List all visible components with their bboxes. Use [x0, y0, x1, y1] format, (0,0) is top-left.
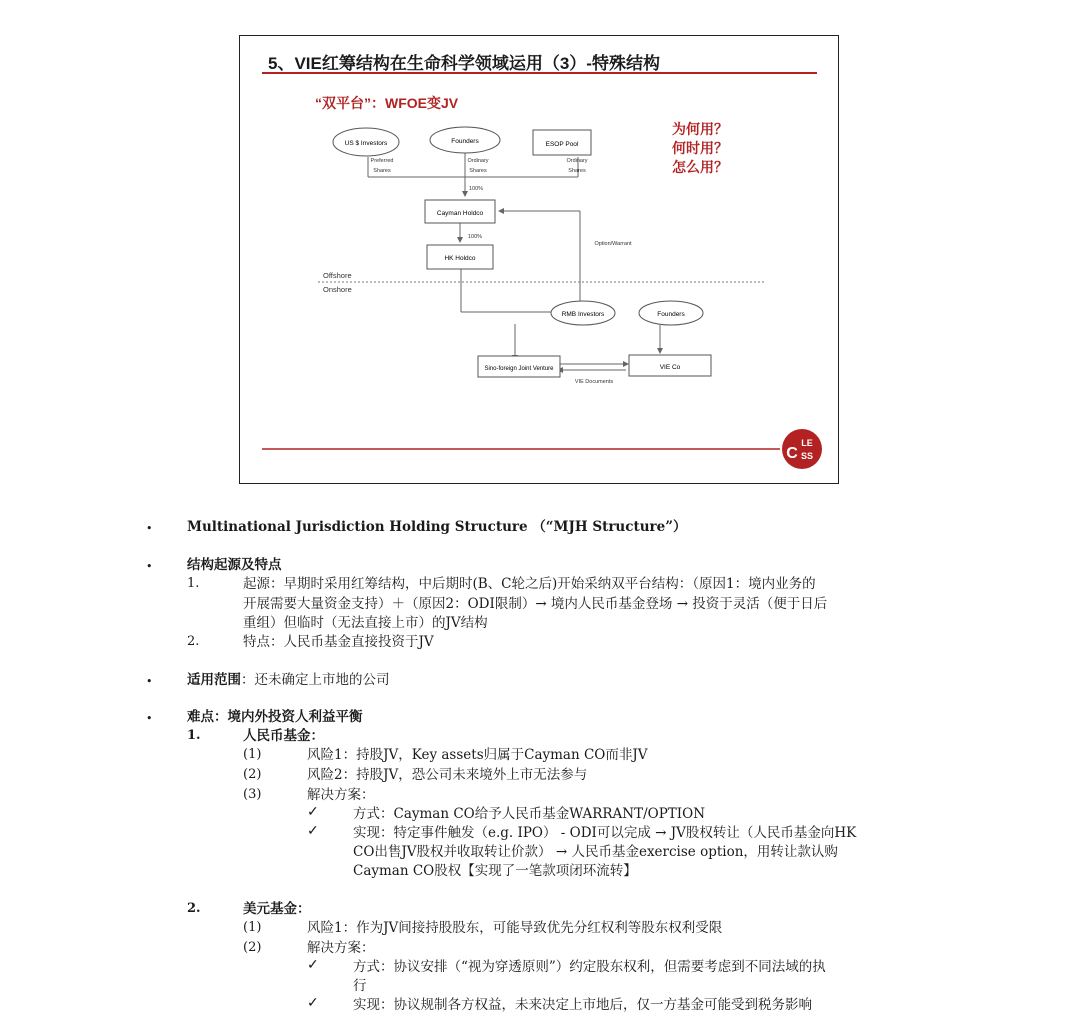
check-icon: ✓	[307, 995, 319, 1011]
node-vie-co-label: VIE Co	[659, 364, 681, 371]
question-2: 何时用？	[672, 140, 728, 156]
mjh-heading: Multinational Jurisdiction Holding Structure （“MJH Structure”）	[187, 519, 687, 535]
bullet-dot: •	[146, 712, 153, 725]
list-num: 2.	[187, 634, 200, 649]
label-vie-documents: VIE Documents	[574, 379, 614, 385]
rmb-impl-3: Cayman CO股权【实现了一笔款项闭环流转】	[353, 863, 637, 879]
item-num: (1)	[243, 920, 262, 935]
usd-fund-title: 美元基金：	[243, 901, 311, 917]
origin-line-3: 重组）但临时（无法直接上市）的JV结构	[243, 615, 488, 631]
node-jv-label: Sino-foreign Joint Venture	[484, 366, 554, 372]
node-hk-label: HK Holdco	[444, 255, 476, 262]
list-num: 1.	[187, 576, 200, 591]
question-3: 怎么用？	[672, 159, 728, 175]
label-offshore: Offshore	[323, 271, 352, 280]
node-cayman-label: Cayman Holdco	[436, 210, 484, 217]
label-option-warrant: Option/Warrant	[594, 241, 632, 247]
label-ordinary-b: Ordinary	[566, 158, 588, 164]
label-preferred: Preferred	[370, 158, 394, 164]
node-founders-bottom-label: Founders	[657, 311, 685, 318]
usd-risk-1: 风险1：作为JV间接持股股东，可能导致优先分红权利等股东权利受限	[307, 920, 723, 936]
bullet-dot: •	[146, 522, 153, 535]
label-ordinary-a: Ordinary	[467, 158, 489, 164]
bullet-dot: •	[146, 675, 153, 688]
logo-ss: SS	[800, 451, 814, 461]
node-us-investors-label: US $ Investors	[344, 140, 388, 147]
question-1: 为何用？	[672, 121, 728, 137]
origin-line-2: 开展需要大量资金支持）＋（原因2：ODI限制）→ 境内人民币基金登场 → 投资于灵活（便于日后	[243, 596, 828, 612]
check-icon: ✓	[307, 804, 319, 820]
rmb-risk-1: 风险1：持股JV，Key assets归属于Cayman CO而非JV	[307, 747, 648, 763]
bullet-dot: •	[146, 560, 153, 573]
rmb-risk-2: 风险2：持股JV，恐公司未来境外上市无法参与	[307, 767, 588, 783]
usd-method-1: 方式：协议安排（“视为穿透原则”）约定股东权利，但需要考虑到不同法域的执	[353, 959, 826, 975]
node-founders-top-label: Founders	[451, 138, 479, 145]
rmb-solution: 解决方案：	[307, 787, 375, 803]
label-ordinary-a-shares: Shares	[469, 168, 487, 174]
logo-c: C	[786, 445, 798, 462]
section-num: 1.	[187, 728, 201, 743]
scope-text: ：还未确定上市地的公司	[241, 672, 390, 688]
item-num: (3)	[243, 787, 262, 802]
usd-solution: 解决方案：	[307, 940, 375, 956]
node-esop-pool-label: ESOP Pool	[545, 141, 579, 148]
label-ordinary-b-shares: Shares	[568, 168, 586, 174]
node-rmb-label: RMB Investors	[561, 311, 605, 318]
section-num: 2.	[187, 901, 201, 916]
origin-heading: 结构起源及特点	[187, 557, 282, 573]
slide-subtitle: “双平台”：WFOE变JV	[315, 95, 459, 111]
label-pct-1: 100%	[468, 186, 484, 192]
label-preferred-shares: Shares	[373, 168, 391, 174]
logo-le: LE	[801, 438, 813, 448]
slide-title: 5、VIE红筹结构在生命科学领域运用（3）-特殊结构	[268, 54, 660, 73]
label-onshore: Onshore	[323, 285, 352, 294]
origin-line-1: 起源：早期时采用红筹结构，中后期时(B、C轮之后)开始采纳双平台结构：（原因1：境内业务的	[243, 576, 816, 592]
usd-method-2: 行	[353, 978, 367, 994]
check-icon: ✓	[307, 957, 319, 973]
feature-line: 特点：人民币基金直接投资于JV	[243, 634, 434, 650]
label-pct-2: 100%	[467, 234, 483, 240]
rmb-impl-2: CO出售JV股权并收取转让价款） → 人民币基金exercise option，用转让款认购	[353, 844, 838, 860]
rmb-method: 方式：Cayman CO给予人民币基金WARRANT/OPTION	[353, 806, 706, 822]
difficulty-heading: 难点：境内外投资人利益平衡	[187, 709, 363, 725]
check-icon: ✓	[307, 823, 319, 839]
item-num: (1)	[243, 747, 262, 762]
scope-line	[187, 671, 390, 690]
usd-impl: 实现：协议规制各方权益，未来决定上市地后，仅一方基金可能受到税务影响	[353, 997, 812, 1013]
rmb-fund-title: 人民币基金：	[243, 728, 324, 744]
item-num: (2)	[243, 940, 262, 955]
item-num: (2)	[243, 767, 262, 782]
scope-label: 适用范围	[187, 672, 241, 688]
rmb-impl-1: 实现：特定事件触发（e.g. IPO） - ODI可以完成 → JV股权转让（人民币基金向HK	[353, 825, 857, 841]
